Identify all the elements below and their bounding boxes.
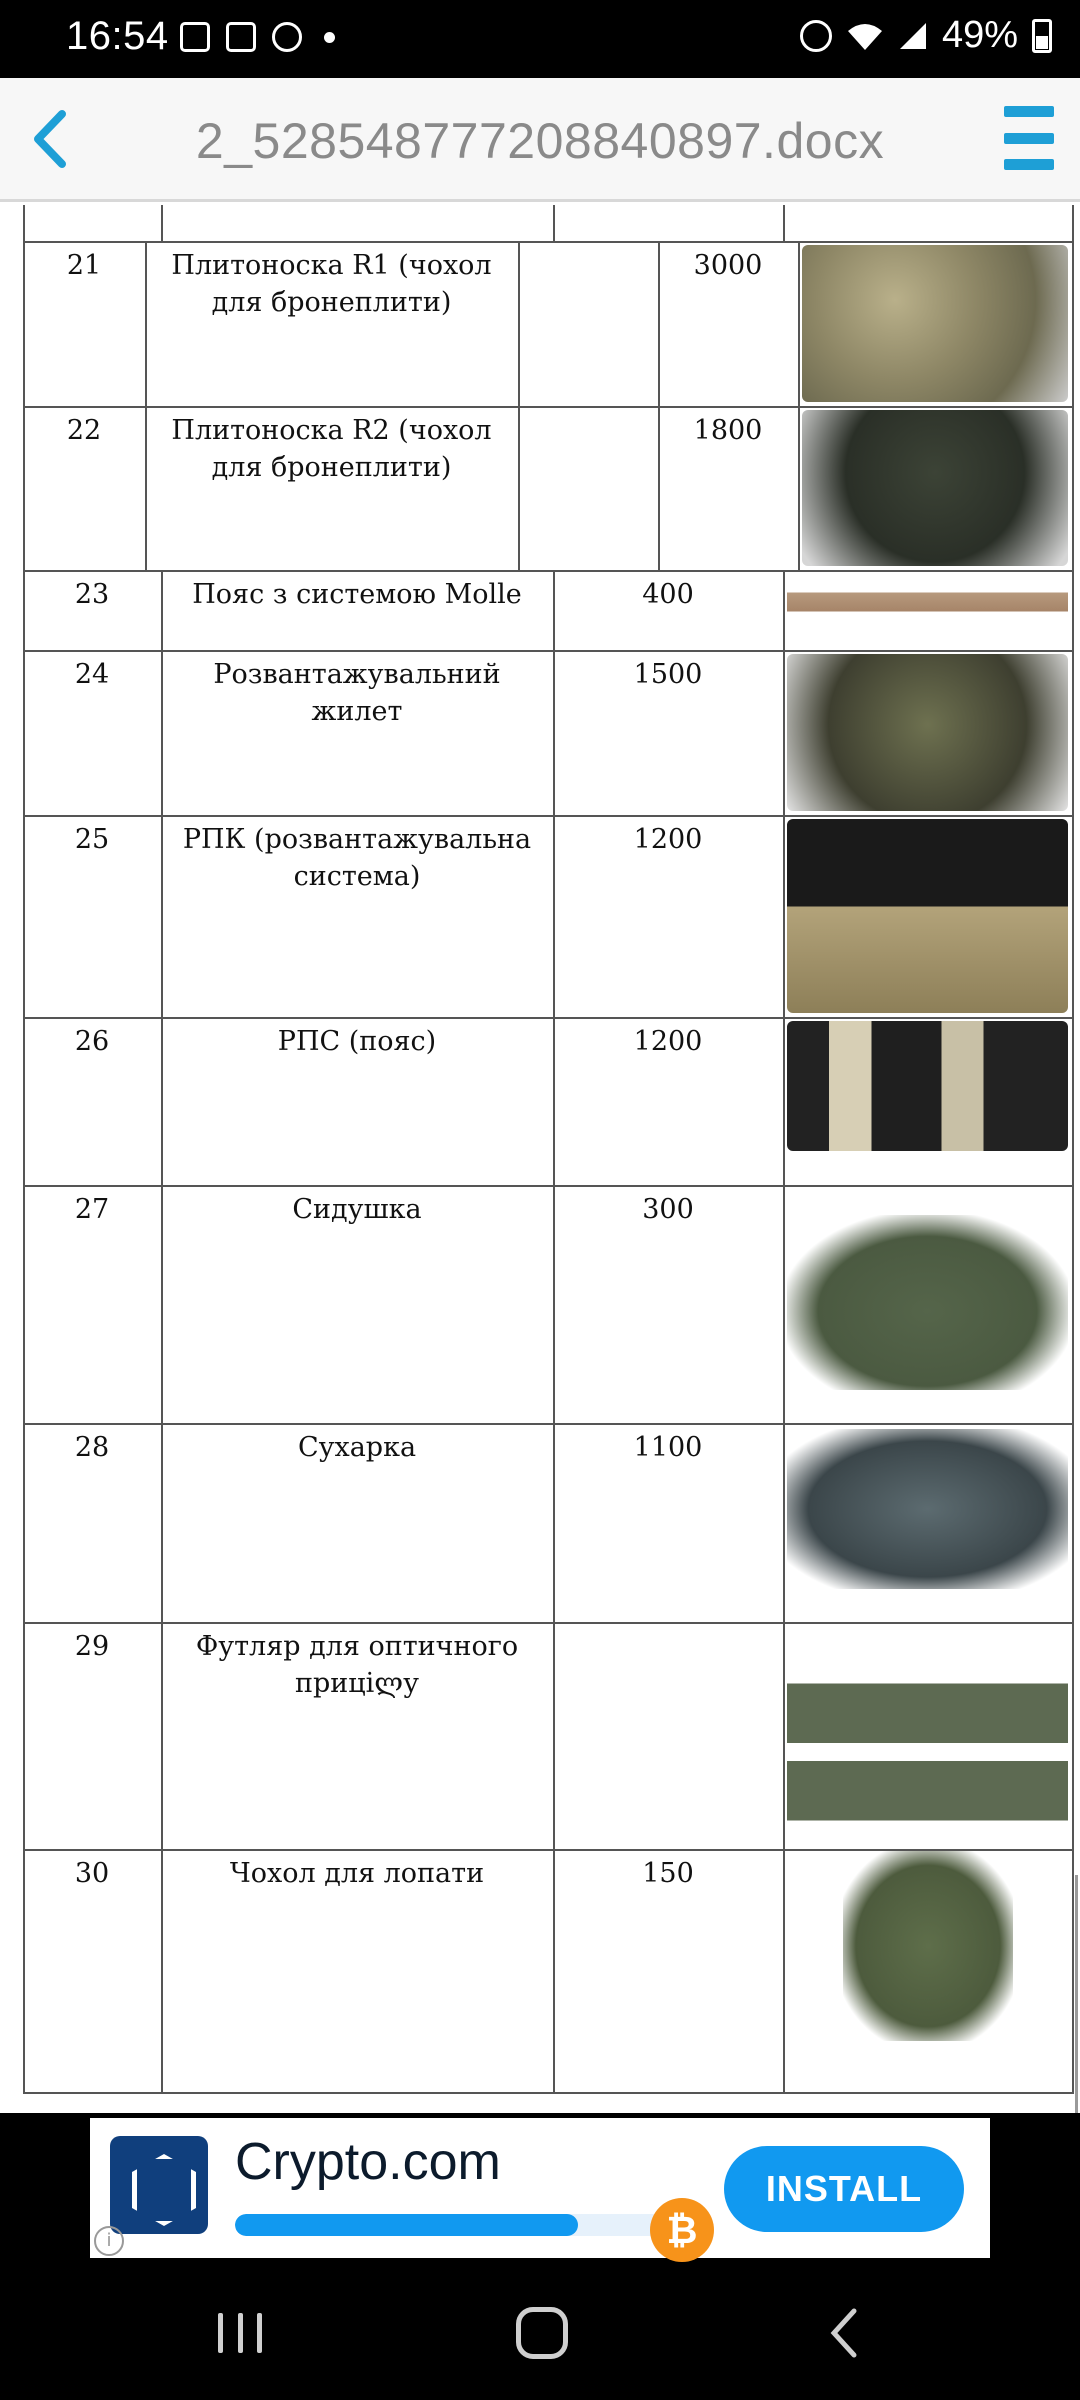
ration-bag-photo <box>787 1429 1068 1589</box>
table-grid-line <box>1072 1017 1074 1185</box>
table-grid-line <box>783 1423 785 1622</box>
plate-carrier-r2-photo <box>802 410 1068 566</box>
table-grid-line <box>518 241 520 406</box>
ad-info-icon[interactable]: i <box>94 2226 124 2256</box>
item-name: Плитоноска R1 (чохол для бронеплити) <box>171 250 492 318</box>
table-grid-line <box>553 1622 555 1849</box>
table-grid-line <box>23 1622 1074 1624</box>
table-grid-line <box>1072 1185 1074 1423</box>
battery-percent: 49% <box>941 14 1018 56</box>
table-grid-line <box>23 570 1074 572</box>
ad-banner-area <box>0 2113 1080 2263</box>
item-price: 1200 <box>633 1026 703 1057</box>
table-grid-line <box>161 1017 163 1185</box>
media-icon <box>272 22 302 52</box>
install-button[interactable]: INSTALL <box>724 2146 964 2232</box>
gallery-icon <box>180 22 210 52</box>
ad-brand-name: Crypto.com <box>235 2133 501 2191</box>
optic-case-photo <box>787 1662 1068 1842</box>
scrollbar[interactable] <box>1075 1875 1078 2113</box>
table-grid-line <box>783 1622 785 1849</box>
seat-pad-photo <box>787 1215 1068 1390</box>
table-grid-line <box>1072 205 1074 241</box>
row-number: 21 <box>66 250 102 281</box>
table-grid-line <box>1072 570 1074 650</box>
table-grid-line <box>23 205 25 241</box>
table-grid-line <box>783 1849 785 2092</box>
row-number: 22 <box>66 415 102 446</box>
table-grid-line <box>1072 1622 1074 1849</box>
table-grid-line <box>783 1017 785 1185</box>
table-grid-line <box>783 815 785 1017</box>
table-grid-line <box>783 650 785 815</box>
signal-icon <box>898 21 928 51</box>
load-bearing-vest-photo <box>787 654 1068 811</box>
table-grid-line <box>23 1423 1074 1425</box>
row-number: 23 <box>74 579 110 610</box>
table-grid-line <box>798 406 800 570</box>
table-grid-line <box>161 1622 163 1849</box>
ad-progress-bar <box>235 2214 675 2236</box>
plate-carrier-r1-photo <box>802 245 1068 402</box>
notification-icons <box>180 22 335 52</box>
dot-icon <box>324 32 335 43</box>
bitcoin-icon: ₿ <box>650 2198 714 2262</box>
table-grid-line <box>23 2092 1074 2094</box>
row-number: 28 <box>74 1432 110 1463</box>
table-grid-line <box>23 815 1074 817</box>
item-name: РПС (пояс) <box>277 1026 437 1057</box>
table-grid-line <box>161 650 163 815</box>
table-grid-line <box>1072 241 1074 406</box>
table-grid-line <box>23 650 1074 652</box>
system-icons <box>800 14 1052 57</box>
rpk-system-photo <box>787 819 1068 1013</box>
table-grid-line <box>161 1423 163 1622</box>
rps-belt-photo <box>787 1021 1068 1151</box>
table-grid-line <box>145 406 147 570</box>
table-grid-line <box>23 241 1074 243</box>
item-name: РПК (розвантажувальна система) <box>182 824 532 892</box>
row-number: 26 <box>74 1026 110 1057</box>
hamburger-menu-icon <box>1004 106 1054 117</box>
crypto-logo-icon <box>110 2136 208 2234</box>
table-grid-line <box>161 1185 163 1423</box>
wifi-icon <box>846 21 884 51</box>
item-name: Футляр для оптичного приціლу <box>195 1631 519 1699</box>
battery-icon <box>1032 19 1052 53</box>
document-viewport[interactable] <box>0 205 1080 2113</box>
table-grid-line <box>145 241 147 406</box>
voicemail-icon <box>226 22 256 52</box>
item-price: 3000 <box>693 250 763 281</box>
table-grid-line <box>1072 815 1074 1017</box>
item-price: 1100 <box>633 1432 703 1463</box>
document-title: 2_528548777208840897.docx <box>195 113 885 169</box>
item-name: Сухарка <box>297 1432 417 1463</box>
item-price: 400 <box>642 579 694 610</box>
alarm-icon <box>800 20 832 52</box>
table-grid-line <box>1072 1423 1074 1622</box>
menu-button[interactable] <box>1004 106 1054 170</box>
item-price: 1500 <box>633 659 703 690</box>
ad-banner[interactable] <box>90 2118 990 2258</box>
recent-apps-icon[interactable] <box>218 2313 262 2353</box>
item-name: Розвантажувальний жилет <box>213 659 501 727</box>
home-icon[interactable] <box>516 2307 568 2359</box>
item-price: 150 <box>642 1858 694 1889</box>
status-time: 16:54 <box>66 14 169 58</box>
table-grid-line <box>23 1185 1074 1187</box>
table-grid-line <box>161 205 163 241</box>
table-grid-line <box>161 570 163 650</box>
row-number: 24 <box>74 659 110 690</box>
item-name: Чохол для лопати <box>229 1858 485 1889</box>
item-price: 1800 <box>693 415 763 446</box>
row-number: 25 <box>74 824 110 855</box>
ad-progress-fill <box>235 2214 578 2236</box>
shovel-cover-photo <box>843 1851 1013 2041</box>
molle-belt-photo <box>787 578 1068 626</box>
row-number: 30 <box>74 1858 110 1889</box>
item-name: Пояс з системою Molle <box>192 579 522 610</box>
item-name: Плитоноска R2 (чохол для бронеплити) <box>171 415 492 483</box>
app-bar <box>0 78 1080 202</box>
item-price: 300 <box>642 1194 694 1225</box>
item-name: Сидушка <box>292 1194 422 1225</box>
row-number: 29 <box>74 1631 110 1662</box>
table-grid-line <box>1072 1849 1074 2092</box>
table-grid-line <box>783 205 785 241</box>
navigation-bar <box>0 2263 1080 2400</box>
row-number: 27 <box>74 1194 110 1225</box>
table-grid-line <box>1072 406 1074 570</box>
table-grid-line <box>518 406 520 570</box>
table-grid-line <box>1072 650 1074 815</box>
table-grid-line <box>798 241 800 406</box>
table-grid-line <box>23 1017 1074 1019</box>
table-grid-line <box>161 815 163 1017</box>
item-price: 1200 <box>633 824 703 855</box>
back-icon[interactable] <box>826 2307 862 2359</box>
table-grid-line <box>783 1185 785 1423</box>
table-grid-line <box>783 570 785 650</box>
status-bar <box>0 0 1080 78</box>
table-grid-line <box>553 205 555 241</box>
table-grid-line <box>161 1849 163 2092</box>
table-grid-line <box>23 406 1074 408</box>
